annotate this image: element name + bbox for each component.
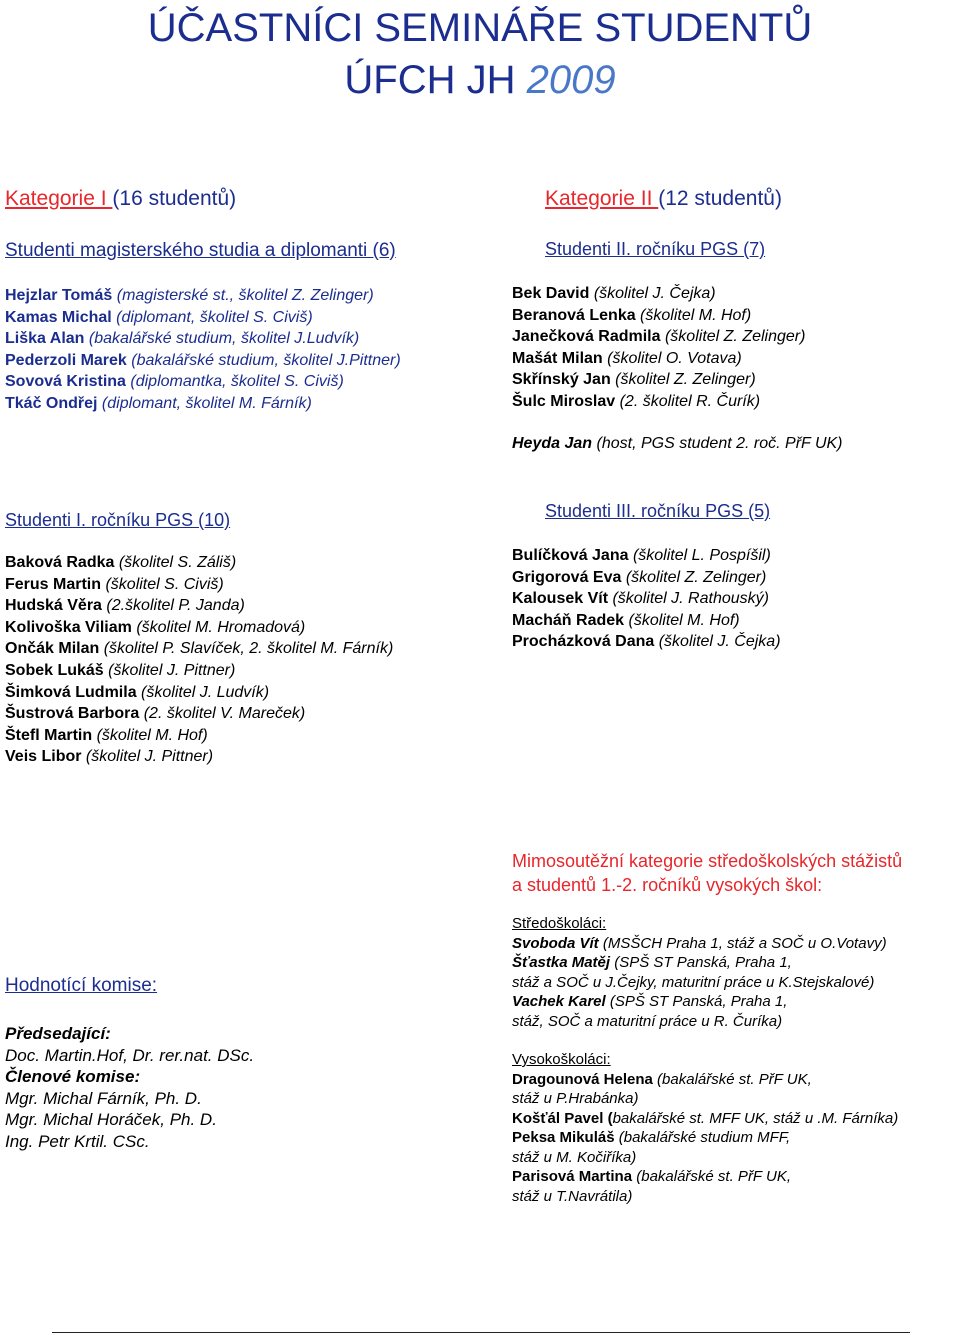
university-row-name: Peksa Mikuláš: [512, 1129, 615, 1146]
university-row: [512, 1089, 898, 1109]
committee-member: Ing. Petr Krtil. CSc.: [5, 1131, 150, 1151]
third-year-subheading: Studenti III. ročníku PGS (5): [545, 501, 771, 521]
university-row-note: stáž u P.Hrabánka): [512, 1090, 639, 1107]
student-row: [5, 660, 393, 682]
university-row-note: stáž u T.Navrátila): [512, 1187, 633, 1205]
bottom-divider: [52, 1332, 910, 1333]
highschool-row-name: Svoboda Vít: [512, 934, 599, 952]
student-row-name: Hejzlar Tomáš: [5, 287, 113, 304]
university-list: [512, 1070, 898, 1207]
university-row-note: (bakalářské studium MFF,: [614, 1129, 791, 1146]
student-row: [5, 746, 393, 768]
student-row-note: (školitel J. Ludvík): [136, 683, 270, 701]
student-row-note: (diplomantka, školitel S. Civiš): [125, 373, 344, 391]
student-row-note: (školitel Z. Zelinger): [660, 328, 806, 346]
student-row-name: Grigorová Eva: [512, 568, 622, 586]
student-row-name: Kolivoška Viliam: [5, 618, 132, 636]
category-1-title: Kategorie I: [5, 187, 113, 210]
highschool-row-name: Šťastka Matěj: [512, 954, 611, 971]
student-row-note: (školitel S. Záliš): [114, 554, 237, 571]
student-row: [5, 595, 393, 617]
student-row: [512, 305, 805, 327]
student-row-name: Hudská Věra: [5, 597, 102, 615]
highschool-row: [512, 953, 887, 973]
highschool-list: [512, 934, 887, 1032]
student-row-name: Sovová Kristina: [5, 373, 126, 391]
category-1-student-list: [5, 285, 401, 415]
student-row-note: (školitel P. Slavíček, 2. školitel M. Fárník): [99, 640, 394, 658]
highschool-row: [512, 992, 887, 1012]
student-row: [5, 307, 401, 329]
student-row-note: (školitel M. Hof): [92, 726, 208, 744]
student-row-note: (školitel O. Votava): [602, 349, 742, 367]
student-row-note: (školitel Z. Zelinger): [621, 568, 767, 586]
committee-heading: Hodnotící komise:: [5, 975, 158, 996]
highschool-row: [512, 1012, 887, 1032]
student-row-name: Štefl Martin: [5, 726, 93, 744]
committee-member: Mgr. Michal Fárník, Ph. D.: [5, 1088, 202, 1108]
student-row-name: Veis Libor: [5, 748, 82, 766]
highschool-section: [512, 914, 887, 1031]
student-row-name: Skřínský Jan: [512, 371, 611, 389]
page-title: [0, 4, 960, 104]
university-row: [512, 1148, 898, 1168]
student-row-name: Tkáč Ondřej: [5, 394, 98, 412]
student-row: [5, 328, 401, 350]
student-row: [512, 588, 781, 610]
highschool-row: [512, 934, 887, 954]
student-row-note: (školitel M. Hromadová): [131, 618, 306, 636]
student-row-name: Procházková Dana: [512, 633, 655, 651]
student-row: [5, 682, 393, 704]
category-2-title: Kategorie II: [545, 187, 659, 210]
title-year: 2009: [526, 58, 616, 102]
student-row-note: (školitel J. Pittner): [81, 748, 214, 766]
student-row-note: (2. školitel R. Čurík): [615, 392, 761, 410]
chair-label: Předsedající:: [5, 1024, 111, 1043]
student-row-name: Kalousek Vít: [512, 590, 609, 608]
university-row-name: Košťál Pavel (: [512, 1109, 613, 1127]
student-row-note: (školitel M. Hof): [635, 306, 752, 324]
student-row: [512, 545, 781, 567]
student-row-name: Šustrová Barbora: [5, 705, 140, 723]
second-year-student-list: [512, 283, 805, 413]
university-row: [512, 1070, 898, 1090]
university-row-note: bakalářské st. MFF UK, stáž u .M. Fárníka): [612, 1109, 899, 1127]
title-prefix: ÚFCH JH: [344, 58, 527, 102]
student-row-name: Mašát Milan: [512, 349, 603, 367]
student-row-note: (bakalářské studium, školitel J.Ludvík): [84, 330, 360, 348]
student-row-note: (diplomant, školitel S. Civiš): [111, 308, 313, 326]
guest-student: [512, 433, 843, 455]
committee-section: [5, 1023, 254, 1153]
category-2-subheading: Studenti II. ročníku PGS (7): [545, 239, 766, 259]
noncompetitive-heading-line-2: a studentů 1.-2. ročníků vysokých škol:: [512, 875, 823, 895]
student-row-name: Janečková Radmila: [512, 328, 661, 346]
student-row-name: Šulc Miroslav: [512, 392, 616, 410]
student-row: [512, 283, 805, 305]
category-1-heading: [5, 186, 236, 212]
student-row: [5, 617, 393, 639]
student-row: [512, 391, 805, 413]
student-row: [5, 725, 393, 747]
student-row-note: (školitel J. Čejka): [589, 285, 716, 302]
student-row-note: (2. školitel V. Mareček): [139, 705, 306, 723]
category-2-heading: [545, 186, 782, 212]
university-row: [512, 1128, 898, 1148]
title-line-2: [0, 56, 960, 104]
student-row-name: Pederzoli Marek: [5, 351, 127, 369]
student-row-name: Bek David: [512, 285, 590, 302]
student-row-name: Ferus Martin: [5, 575, 102, 593]
student-row-note: (školitel Z. Zelinger): [610, 371, 756, 389]
student-row-note: (bakalářské studium, školitel J.Pittner): [126, 351, 401, 369]
student-row-note: (2.školitel P. Janda): [101, 597, 245, 615]
chair-name: Doc. Martin.Hof, Dr. rer.nat. DSc.: [5, 1045, 255, 1065]
members-label: Členové komise:: [5, 1067, 141, 1087]
student-row: [512, 610, 781, 632]
university-row-note: (bakalářské st. PřF UK,: [632, 1168, 791, 1185]
student-row: [512, 326, 805, 348]
highschool-row-note: stáž, SOČ a maturitní práce u R. Čuríka): [512, 1012, 783, 1030]
student-row-note: (školitel J. Rathouský): [608, 590, 769, 608]
student-row: [512, 567, 781, 589]
student-row: [512, 369, 805, 391]
highschool-row-note: (SPŠ ST Panská, Praha 1,: [605, 993, 788, 1010]
student-row: [5, 350, 401, 372]
student-row-name: Sobek Lukáš: [5, 661, 104, 679]
university-row-note: (bakalářské st. PřF UK,: [652, 1070, 812, 1088]
committee-member: Mgr. Michal Horáček, Ph. D.: [5, 1110, 217, 1130]
student-row: [5, 574, 393, 596]
student-row-note: (školitel J. Čejka): [654, 633, 781, 651]
guest-name: Heyda Jan: [512, 435, 593, 452]
university-row: [512, 1109, 898, 1129]
university-row: [512, 1167, 898, 1187]
student-row-name: Šimková Ludmila: [5, 683, 137, 701]
student-row: [5, 393, 401, 415]
guest-note: (host, PGS student 2. roč. PřF UK): [592, 435, 843, 452]
student-row-name: Kamas Michal: [5, 308, 112, 326]
highschool-row-name: Vachek Karel: [512, 993, 606, 1010]
university-row-name: Dragounová Helena: [512, 1070, 653, 1088]
title-line-1: ÚČASTNÍCI SEMINÁŘE STUDENTŮ: [147, 6, 813, 50]
student-row: [5, 638, 393, 660]
student-row-note: (školitel J. Pittner): [103, 661, 236, 679]
university-row: [512, 1187, 898, 1207]
student-row: [512, 348, 805, 370]
highschool-row-note: (SPŠ ST Panská, Praha 1,: [610, 954, 792, 971]
noncompetitive-heading-line-1: Mimosoutěžní kategorie středoškolských stážistů: [512, 851, 903, 871]
student-row-name: Ončák Milan: [5, 640, 100, 658]
student-row-note: (magisterské st., školitel Z. Zelinger): [112, 287, 374, 304]
university-row-name: Parisová Martina: [512, 1168, 633, 1185]
highschool-row: [512, 973, 887, 993]
first-year-subheading: Studenti I. ročníku PGS (10): [5, 510, 231, 530]
highschool-row-note: (MSŠCH Praha 1, stáž a SOČ u O.Votavy): [598, 934, 887, 952]
student-row-note: (školitel M. Hof): [624, 611, 740, 629]
student-row-name: Baková Radka: [5, 554, 115, 571]
category-2-count: (12 studentů): [658, 187, 782, 210]
student-row: [5, 552, 393, 574]
third-year-student-list: [512, 545, 781, 653]
student-row: [5, 285, 401, 307]
student-row: [5, 703, 393, 725]
university-row-note: stáž u M. Kočiříka): [512, 1148, 637, 1166]
student-row-note: (školitel S. Civiš): [101, 575, 224, 593]
student-row-note: (školitel L. Pospíšil): [628, 547, 771, 564]
student-row-note: (diplomant, školitel M. Fárník): [97, 394, 312, 412]
student-row-name: Beranová Lenka: [512, 306, 636, 324]
university-section: [512, 1050, 898, 1206]
category-1-count: (16 studentů): [112, 187, 237, 210]
first-year-student-list: [5, 552, 393, 768]
student-row: [512, 631, 781, 653]
student-row-name: Bulíčková Jana: [512, 547, 629, 564]
university-label: Vysokoškoláci:: [512, 1051, 611, 1068]
highschool-row-note: stáž a SOČ u J.Čejky, maturitní práce u K.Stejskalové): [512, 973, 875, 991]
category-1-subheading: Studenti magisterského studia a diplomanti (6): [5, 240, 396, 261]
student-row: [5, 371, 401, 393]
student-row-name: Liška Alan: [5, 330, 85, 348]
student-row-name: Macháň Radek: [512, 611, 625, 629]
noncompetitive-heading: [512, 849, 902, 897]
highschool-label: Středoškoláci:: [512, 915, 607, 932]
